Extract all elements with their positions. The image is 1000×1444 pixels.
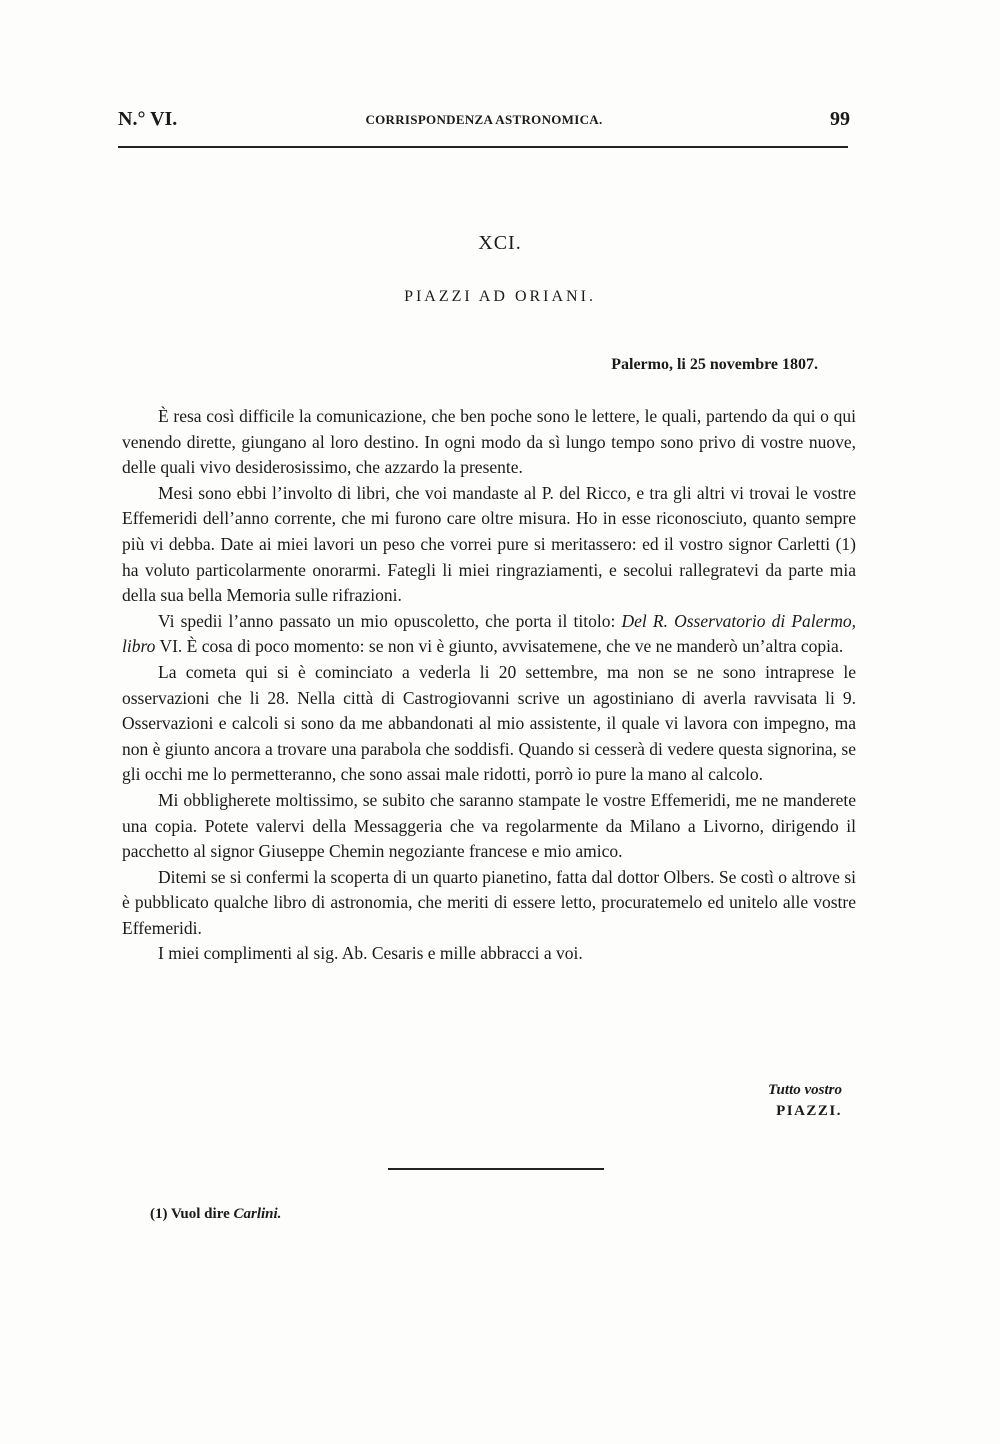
page-number: 99 bbox=[830, 108, 850, 130]
journal-title: CORRISPONDENZA ASTRONOMICA. bbox=[365, 112, 603, 127]
paragraph-3 bbox=[122, 609, 856, 660]
issue-number: N.° VI. bbox=[118, 108, 178, 130]
footnote-rule bbox=[388, 1168, 604, 1170]
paragraph-1: È resa così difficile la comunicazione, che ben poche sono le lettere, le quali, partendo da qui o qui venendo dirette, giungano al loro destino. In ogni modo da sì lungo tempo sono privo di vostre nuove, delle quali vivo desiderosissimo, che azzardo la presente. bbox=[122, 406, 856, 478]
running-head bbox=[118, 108, 850, 138]
paragraph-3-text-b: VI. È cosa di poco momento: se non vi è giunto, avvisatemene, che ve ne manderò un’altra copia. bbox=[155, 636, 844, 657]
signature: PIAZZI. bbox=[776, 1103, 842, 1119]
paragraph-5: Mi obbligherete moltissimo, se subito che saranno stampate le vostre Effemeridi, me ne manderete una copia. Potete valervi della Messaggeria che va regolarmente da Milano a Livorno, dirigendo il pacchetto al signor Giuseppe Chemin negoziante francese e mio amico. bbox=[122, 789, 856, 862]
letter-number: XCI. bbox=[478, 232, 522, 254]
header-rule bbox=[118, 146, 848, 148]
valediction: Tutto vostro bbox=[767, 1082, 842, 1098]
book-title-italic: Del R. Osservatorio di Palermo, libro bbox=[122, 610, 856, 657]
letter-title: PIAZZI AD ORIANI. bbox=[404, 288, 596, 305]
closing bbox=[768, 1082, 842, 1120]
paragraph-6: Ditemi se si confermi la scoperta di un quarto pianetino, fatta dal dottor Olbers. Se costì o altrove si è pubblicato qualche libro di astronomia, che meriti di essere letto, procuratemelo ed unitelo alle vostre Effemeridi. bbox=[122, 866, 856, 938]
footnote-italic: Carlini. bbox=[233, 1206, 282, 1222]
dateline: Palermo, li 25 novembre 1807. bbox=[611, 356, 818, 373]
paragraph-4: La cometa qui si è cominciato a vederla li 20 settembre, ma non se ne sono intraprese le osservazioni che li 28. Nella città di Castrogiovanni scrive un agostiniano di averla ravvisata li 9. Osservazioni e calcoli si sono da me abbandonati al mio assistente, il quale vi lavora con impegno, ma non è giunto ancora a trovare una parabola che soddisfi. Quando si cesserà di vedere questa signorina, se gli occhi me lo permetteranno, che sono assai male ridotti, porrò io pure la mano al calcolo. bbox=[122, 661, 856, 785]
footnote-text: (1) Vuol dire bbox=[150, 1206, 234, 1222]
footnote bbox=[150, 1206, 281, 1223]
paragraph-7: I miei complimenti al sig. Ab. Cesaris e mille abbracci a voi. bbox=[158, 943, 583, 964]
paragraph-3-text-a: Vi spedii l’anno passato un mio opuscoletto, che porta il titolo: bbox=[158, 610, 622, 631]
letter-body bbox=[122, 404, 856, 967]
paragraph-2: Mesi sono ebbi l’involto di libri, che voi mandaste al P. del Ricco, e tra gli altri vi trovai le vostre Effemeridi dell’anno corrente, che mi furono care oltre misura. Ho in esse riconosciuto, quanto sempre più vi debba. Date ai miei lavori un peso che vorrei pure si meritassero: ed il vostro signor Carletti (1) ha voluto particolarmente onorarmi. Fategli li miei ringraziamenti, e secolui rallegratevi da parte mia della sua bella Memoria sulle rifrazioni. bbox=[122, 482, 856, 606]
